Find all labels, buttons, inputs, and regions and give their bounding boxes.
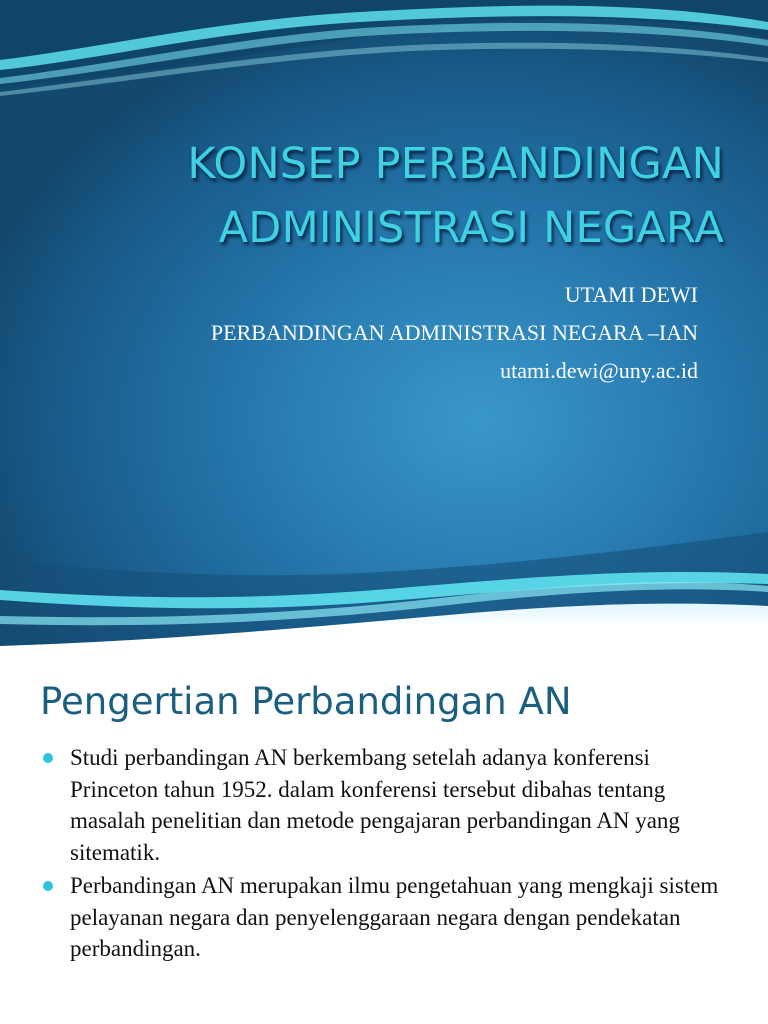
author-name: UTAMI DEWI — [564, 282, 698, 307]
bullet-dot-icon — [43, 753, 53, 763]
content-slide — [0, 660, 768, 1024]
author-email: utami.dewi@uny.ac.id — [500, 358, 698, 383]
bullet-dot-icon — [43, 881, 53, 891]
course-name: PERBANDINGAN ADMINISTRASI NEGARA –IAN — [210, 320, 698, 345]
title-line-2: ADMINISTRASI NEGARA — [218, 203, 724, 253]
bullet-item — [40, 742, 730, 868]
content-heading: Pengertian Perbandingan AN — [40, 680, 572, 723]
bullet-text: Perbandingan AN merupakan ilmu pengetahuan yang mengkaji sistem pelayanan negara dan penyelenggaraan negara dengan pendekatan perbandingan. — [70, 873, 719, 961]
bullet-item — [40, 870, 730, 965]
slide-title — [60, 132, 724, 260]
title-line-1: KONSEP PERBANDINGAN — [187, 139, 724, 189]
bullet-text: Studi perbandingan AN berkembang setelah adanya konferensi Princeton tahun 1952. dalam konferensi tersebut dibahas tentang masalah penelitian dan metode pengajaran perbandingan AN yang sitematik. — [70, 745, 680, 865]
slide-subtitle — [40, 276, 698, 390]
bullet-list — [40, 742, 730, 967]
